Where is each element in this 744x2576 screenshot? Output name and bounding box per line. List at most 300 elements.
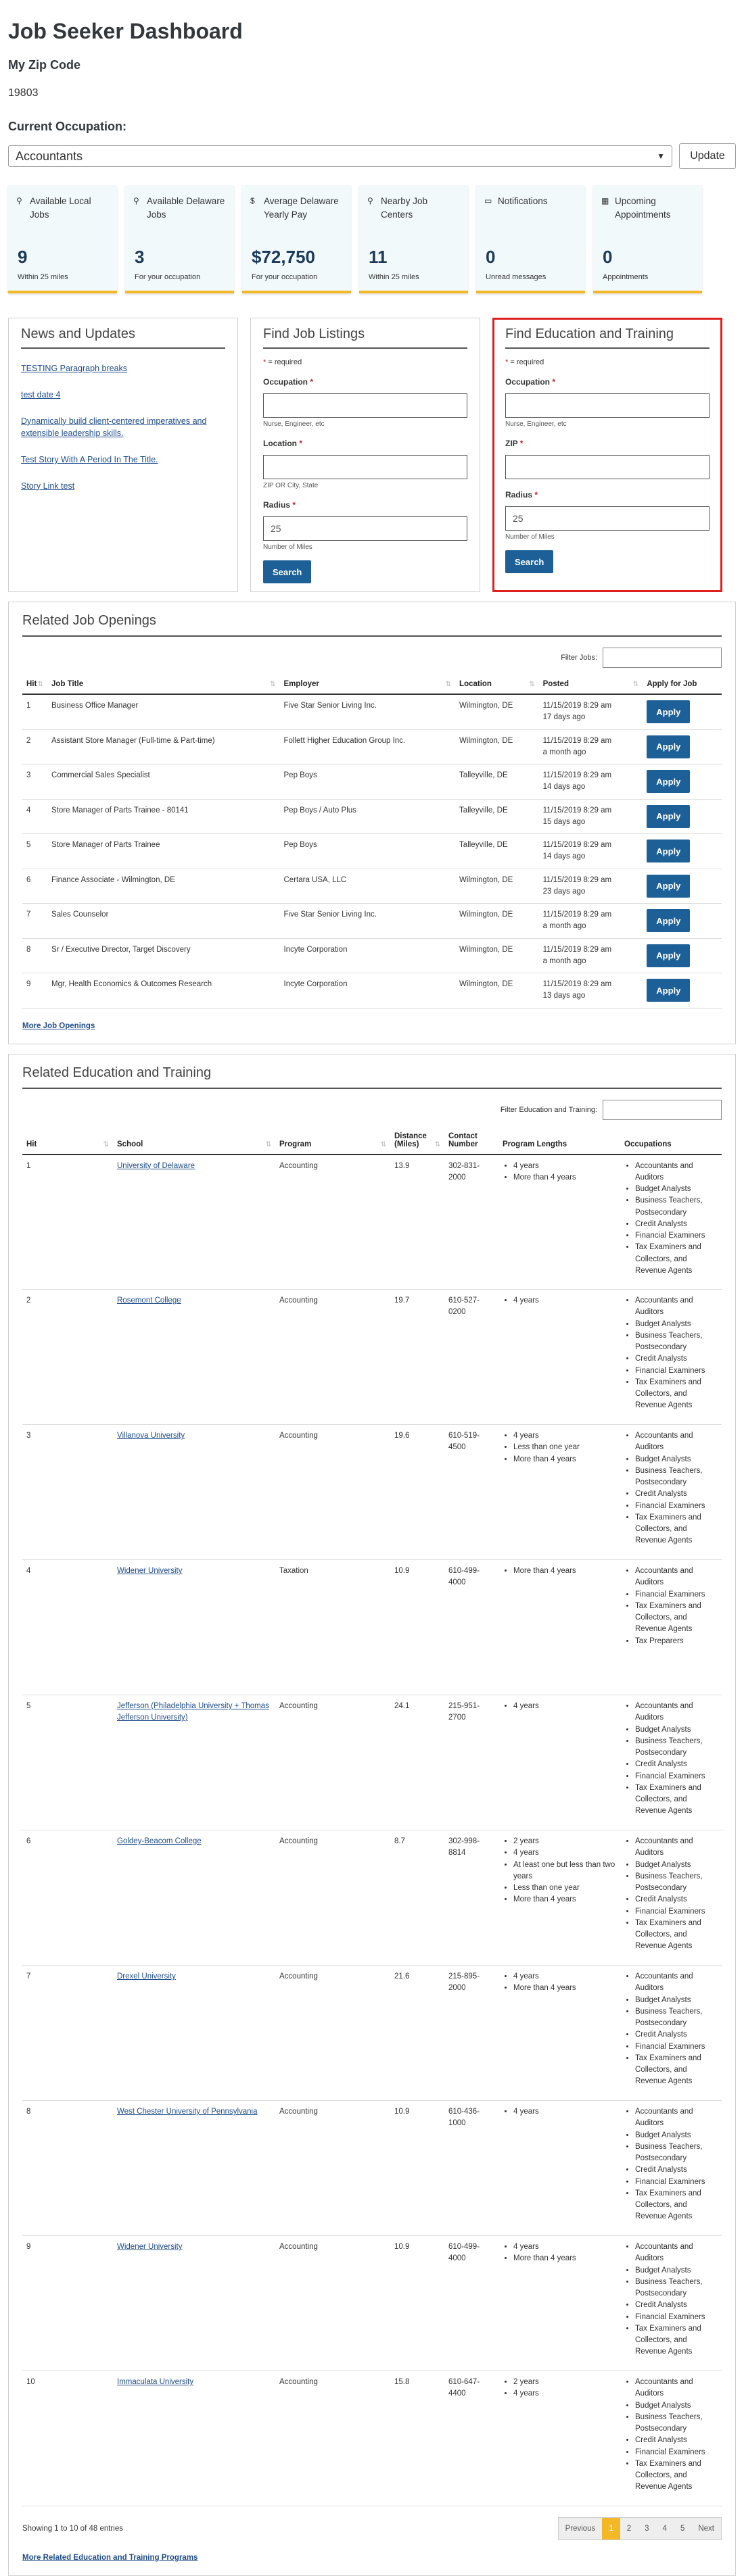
- list-item: • 4 years: [513, 1847, 616, 1859]
- occupations-cell: [620, 1966, 722, 2101]
- school-link[interactable]: Drexel University: [117, 1972, 176, 1980]
- posted-date: 11/15/2019 8:29 am: [543, 944, 639, 956]
- column-header-label: Hit: [26, 680, 37, 688]
- inbox-icon: ▭: [484, 195, 494, 208]
- news-link[interactable]: TESTING Paragraph breaks: [21, 364, 127, 373]
- list-item: • Business Teachers, Postsecondary: [635, 2141, 718, 2165]
- news-link[interactable]: Test Story With A Period In The Title.: [21, 455, 158, 464]
- list-item: • Financial Examiners: [635, 2312, 718, 2323]
- pagination-item[interactable]: 2: [620, 2518, 638, 2539]
- occupations-cell: [620, 1560, 722, 1695]
- occupation-selected-value: Accountants: [16, 149, 83, 164]
- column-header[interactable]: [643, 675, 722, 694]
- program-lengths-cell: [498, 1830, 620, 1966]
- posted-date: 11/15/2019 8:29 am: [543, 840, 639, 851]
- program-lengths-cell: [498, 1695, 620, 1830]
- summary-tile[interactable]: [242, 185, 351, 293]
- tile-title: Available Local Jobs: [30, 195, 109, 221]
- list-item: • Accountants and Auditors: [635, 1701, 718, 1724]
- job-location-label-text: Location: [263, 439, 297, 448]
- location-cell: Wilmington, DE: [455, 729, 539, 764]
- summary-tile[interactable]: [476, 185, 585, 293]
- tile-header: [250, 195, 343, 221]
- list-item: [21, 362, 225, 375]
- column-header-label: Occupations: [624, 1140, 672, 1148]
- required-note-text: = required: [268, 358, 302, 366]
- pagination: [558, 2517, 722, 2540]
- tile-value: 9: [18, 247, 27, 268]
- hit-cell: 1: [22, 694, 47, 729]
- table-header-row: [22, 675, 722, 694]
- list-item: • Budget Analysts: [635, 1724, 718, 1736]
- school-link[interactable]: Jefferson (Philadelphia University + Thomas Jefferson University): [117, 1702, 269, 1722]
- list-item: • Financial Examiners: [635, 1501, 718, 1512]
- education-filter-input[interactable]: [603, 1100, 722, 1120]
- hit-cell: 3: [22, 1425, 113, 1560]
- hit-cell: 9: [22, 973, 47, 1008]
- tile-title: Upcoming Appointments: [615, 195, 694, 221]
- program-cell: Accounting: [275, 1290, 390, 1425]
- list-item: • Financial Examiners: [635, 1365, 718, 1377]
- list-item: • Tax Examiners and Collectors, and Revenue Agents: [635, 2053, 718, 2088]
- required-note: [505, 358, 710, 366]
- pagination-item[interactable]: 5: [674, 2518, 691, 2539]
- job-title-cell: Mgr, Health Economics & Outcomes Research: [47, 973, 279, 1008]
- column-header-label: Posted: [543, 680, 569, 688]
- pagination-item[interactable]: Next: [691, 2518, 721, 2539]
- employer-cell: Pep Boys: [280, 834, 456, 869]
- posted-date: 11/15/2019 8:29 am: [543, 979, 639, 990]
- apply-cell: [643, 834, 722, 869]
- program-lengths-list: [503, 1971, 616, 1995]
- tile-header: [133, 195, 226, 221]
- search-icon: ⚲: [133, 195, 143, 221]
- column-header-label: Job Title: [51, 680, 83, 688]
- school-cell: [113, 1560, 275, 1695]
- program-cell: Accounting: [275, 2236, 390, 2371]
- program-cell: Accounting: [275, 2101, 390, 2236]
- list-item: • Accountants and Auditors: [635, 1430, 718, 1454]
- column-header[interactable]: [113, 1127, 275, 1155]
- find-education-panel: [492, 318, 722, 592]
- column-header[interactable]: [444, 1127, 498, 1155]
- apply-button[interactable]: Apply: [647, 735, 690, 758]
- apply-button[interactable]: Apply: [647, 770, 690, 793]
- summary-tile[interactable]: [593, 185, 702, 293]
- job-occupation-input[interactable]: [263, 393, 467, 418]
- list-item: • Tax Examiners and Collectors, and Revenue Agents: [635, 1512, 718, 1547]
- list-item: • Budget Analysts: [635, 2130, 718, 2141]
- column-header[interactable]: [620, 1127, 722, 1155]
- find-jobs-panel: [250, 318, 480, 592]
- required-star: *: [505, 358, 508, 366]
- apply-button[interactable]: Apply: [647, 909, 690, 932]
- school-cell: [113, 1695, 275, 1830]
- hit-cell: 5: [22, 1695, 113, 1830]
- table-row: [22, 729, 722, 764]
- apply-button[interactable]: Apply: [647, 805, 690, 828]
- list-item: [21, 389, 225, 402]
- table-row: [22, 869, 722, 904]
- list-item: • Budget Analysts: [635, 1995, 718, 2006]
- occupations-list: [624, 1161, 718, 1278]
- job-openings-body: [22, 694, 722, 1008]
- contact-cell: 215-951-2700: [444, 1695, 498, 1830]
- school-link[interactable]: Goldey-Beacom College: [117, 1837, 202, 1845]
- map-marker-icon: ⚲: [367, 195, 377, 221]
- zip-label: My Zip Code: [8, 58, 736, 72]
- list-item: • Financial Examiners: [635, 2041, 718, 2053]
- edu-radius-label-text: Radius: [505, 490, 532, 500]
- program-lengths-cell: [498, 1425, 620, 1560]
- posted-ago: 23 days ago: [543, 886, 639, 898]
- table-row: [22, 2236, 722, 2371]
- table-row: [22, 1966, 722, 2101]
- column-header[interactable]: [280, 675, 456, 694]
- posted-cell: [539, 869, 643, 904]
- hit-cell: 4: [22, 1560, 113, 1695]
- job-openings-title: Related Job Openings: [22, 613, 722, 637]
- pagination-item[interactable]: 1: [602, 2518, 620, 2539]
- school-link[interactable]: University of Delaware: [117, 1162, 195, 1170]
- table-row: [22, 1695, 722, 1830]
- apply-cell: [643, 799, 722, 834]
- news-link[interactable]: Dynamically build client-centered imperatives and extensible leadership skills.: [21, 416, 206, 439]
- tile-subtitle: Unread messages: [486, 273, 546, 281]
- column-header[interactable]: [498, 1127, 620, 1155]
- list-item: • Tax Examiners and Collectors, and Revenue Agents: [635, 2458, 718, 2494]
- tile-title: Available Delaware Jobs: [147, 195, 226, 221]
- education-body: [22, 1155, 722, 2506]
- program-lengths-list: [503, 2241, 616, 2265]
- program-cell: Accounting: [275, 1425, 390, 1560]
- distance-cell: 19.7: [390, 1290, 444, 1425]
- list-item: • Tax Examiners and Collectors, and Revenue Agents: [635, 1601, 718, 1636]
- pagination-item[interactable]: Previous: [559, 2518, 603, 2539]
- news-list: [21, 362, 225, 493]
- hit-cell: 6: [22, 1830, 113, 1966]
- more-job-openings-link[interactable]: More Job Openings: [22, 1022, 722, 1030]
- job-radius-input[interactable]: 25: [263, 516, 467, 541]
- news-link[interactable]: test date 4: [21, 390, 60, 399]
- edu-radius-input[interactable]: 25: [505, 506, 710, 531]
- list-item: • Credit Analysts: [635, 1488, 718, 1500]
- program-lengths-cell: [498, 1155, 620, 1290]
- job-openings-section: [8, 602, 736, 1044]
- list-item: • Financial Examiners: [635, 1230, 718, 1242]
- list-item: • Business Teachers, Postsecondary: [635, 2412, 718, 2435]
- contact-cell: 302-998-8814: [444, 1830, 498, 1966]
- contact-cell: 610-499-4000: [444, 2236, 498, 2371]
- table-row: [22, 1560, 722, 1695]
- job-filter-input[interactable]: [603, 648, 722, 668]
- distance-cell: 19.6: [390, 1425, 444, 1560]
- sort-icon: ⇅: [266, 1141, 271, 1148]
- more-education-link[interactable]: More Related Education and Training Programs: [22, 2554, 722, 2562]
- list-item: • More than 4 years: [513, 2253, 616, 2264]
- list-item: • Tax Examiners and Collectors, and Revenue Agents: [635, 2323, 718, 2358]
- apply-cell: [643, 904, 722, 939]
- column-header[interactable]: [47, 675, 279, 694]
- list-item: • Accountants and Auditors: [635, 1836, 718, 1860]
- list-item: • Business Teachers, Postsecondary: [635, 2006, 718, 2030]
- location-cell: Wilmington, DE: [455, 938, 539, 973]
- hit-cell: 2: [22, 1290, 113, 1425]
- job-title-cell: Store Manager of Parts Trainee - 80141: [47, 799, 279, 834]
- job-location-input[interactable]: [263, 455, 467, 479]
- list-item: • Accountants and Auditors: [635, 1295, 718, 1319]
- contact-cell: 610-527-0200: [444, 1290, 498, 1425]
- column-header[interactable]: [22, 1127, 113, 1155]
- occupations-list: [624, 1295, 718, 1412]
- chevron-down-icon: ▼: [657, 151, 665, 161]
- job-title-cell: Finance Associate - Wilmington, DE: [47, 869, 279, 904]
- occupations-cell: [620, 2101, 722, 2236]
- calendar-icon: ▦: [601, 195, 611, 221]
- pagination-item[interactable]: 4: [656, 2518, 674, 2539]
- sort-icon: ⇅: [103, 1141, 109, 1148]
- list-item: • 4 years: [513, 2241, 616, 2253]
- apply-button[interactable]: Apply: [647, 700, 690, 723]
- column-header-label: Apply for Job: [647, 680, 697, 688]
- table-header-row: [22, 1127, 722, 1155]
- list-item: • Credit Analysts: [635, 2029, 718, 2041]
- list-item: • Tax Examiners and Collectors, and Revenue Agents: [635, 1782, 718, 1818]
- column-header-label: Distance (Miles): [394, 1132, 427, 1148]
- required-star: *: [263, 358, 266, 366]
- job-title-cell: Sales Counselor: [47, 904, 279, 939]
- job-filter-row: [22, 648, 722, 668]
- job-title-cell: Assistant Store Manager (Full-time & Part-time): [47, 729, 279, 764]
- school-link[interactable]: Villanova University: [117, 1432, 185, 1440]
- posted-date: 11/15/2019 8:29 am: [543, 805, 639, 817]
- list-item: • Credit Analysts: [635, 2435, 718, 2446]
- occupations-list: [624, 2106, 718, 2223]
- list-item: • Business Teachers, Postsecondary: [635, 1195, 718, 1219]
- summary-tile[interactable]: [125, 185, 234, 293]
- distance-cell: 24.1: [390, 1695, 444, 1830]
- list-item: • Business Teachers, Postsecondary: [635, 1871, 718, 1895]
- required-note: [263, 358, 467, 366]
- list-item: • Business Teachers, Postsecondary: [635, 1330, 718, 1354]
- occupation-row: [8, 143, 736, 169]
- program-lengths-cell: [498, 2236, 620, 2371]
- apply-cell: [643, 938, 722, 973]
- program-cell: Accounting: [275, 1830, 390, 1966]
- tile-value: 0: [603, 247, 612, 268]
- list-item: • Financial Examiners: [635, 2177, 718, 2188]
- tile-header: [16, 195, 109, 221]
- list-item: • More than 4 years: [513, 1172, 616, 1184]
- school-link[interactable]: Widener University: [117, 2243, 183, 2251]
- search-icon: ⚲: [16, 195, 26, 221]
- school-link[interactable]: Rosemont College: [117, 1296, 181, 1305]
- program-cell: Accounting: [275, 1695, 390, 1830]
- table-row: [22, 904, 722, 939]
- posted-ago: 14 days ago: [543, 851, 639, 862]
- posted-date: 11/15/2019 8:29 am: [543, 700, 639, 712]
- column-header[interactable]: [275, 1127, 390, 1155]
- list-item: • 4 years: [513, 2388, 616, 2400]
- occupation-select[interactable]: [8, 145, 672, 167]
- table-row: [22, 834, 722, 869]
- apply-button[interactable]: Apply: [647, 979, 690, 1002]
- column-header[interactable]: [22, 675, 47, 694]
- occupations-cell: [620, 2236, 722, 2371]
- sort-icon: ⇅: [381, 1141, 386, 1148]
- list-item: [21, 415, 225, 441]
- news-link[interactable]: Story Link test: [21, 481, 74, 491]
- job-title-cell: Business Office Manager: [47, 694, 279, 729]
- occupations-cell: [620, 1695, 722, 1830]
- list-item: • Budget Analysts: [635, 2400, 718, 2412]
- school-cell: [113, 1425, 275, 1560]
- occupations-cell: [620, 1290, 722, 1425]
- occupations-list: [624, 2377, 718, 2494]
- posted-ago: 17 days ago: [543, 712, 639, 723]
- posted-date: 11/15/2019 8:29 am: [543, 735, 639, 747]
- list-item: • Tax Preparers: [635, 1636, 718, 1647]
- distance-cell: 10.9: [390, 1560, 444, 1695]
- program-lengths-list: [503, 1565, 616, 1577]
- news-panel: [8, 318, 238, 592]
- update-button[interactable]: Update: [679, 143, 736, 169]
- pagination-item[interactable]: 3: [638, 2518, 655, 2539]
- table-row: [22, 2371, 722, 2506]
- school-cell: [113, 1290, 275, 1425]
- column-header-label: Program: [279, 1140, 311, 1148]
- table-row: [22, 938, 722, 973]
- education-section: [8, 1054, 736, 2576]
- school-link[interactable]: Widener University: [117, 1567, 183, 1575]
- list-item: • Financial Examiners: [635, 1771, 718, 1782]
- edu-occupation-label: [505, 377, 710, 387]
- summary-tile[interactable]: [8, 185, 117, 293]
- news-title: News and Updates: [21, 326, 225, 349]
- posted-cell: [539, 694, 643, 729]
- edu-occupation-label-text: Occupation: [505, 377, 550, 387]
- occupations-list: [624, 1701, 718, 1818]
- list-item: • Financial Examiners: [635, 1906, 718, 1918]
- contact-cell: 610-519-4500: [444, 1425, 498, 1560]
- tile-title: Average Delaware Yearly Pay: [264, 195, 343, 221]
- hit-cell: 7: [22, 1966, 113, 2101]
- edu-zip-input[interactable]: [505, 455, 710, 479]
- edu-occupation-input[interactable]: [505, 393, 710, 418]
- table-row: [22, 1155, 722, 1290]
- required-star: *: [310, 377, 313, 387]
- occupations-list: [624, 2241, 718, 2358]
- list-item: • Business Teachers, Postsecondary: [635, 1736, 718, 1759]
- posted-date: 11/15/2019 8:29 am: [543, 875, 639, 886]
- tile-subtitle: Appointments: [603, 273, 648, 281]
- summary-tile[interactable]: [359, 185, 468, 293]
- contact-cell: 215-895-2000: [444, 1966, 498, 2101]
- posted-date: 11/15/2019 8:29 am: [543, 909, 639, 921]
- find-education-title: Find Education and Training: [505, 326, 710, 349]
- column-header-label: Program Lengths: [503, 1140, 567, 1148]
- hit-cell: 1: [22, 1155, 113, 1290]
- table-row: [22, 973, 722, 1008]
- tile-subtitle: Within 25 miles: [369, 273, 419, 281]
- school-cell: [113, 1155, 275, 1290]
- job-title-cell: Store Manager of Parts Trainee: [47, 834, 279, 869]
- job-openings-table: [22, 675, 722, 1008]
- apply-button[interactable]: Apply: [647, 840, 690, 862]
- list-item: • 4 years: [513, 2106, 616, 2118]
- list-item: • Credit Analysts: [635, 2164, 718, 2176]
- column-header[interactable]: [539, 675, 643, 694]
- list-item: • Budget Analysts: [635, 2265, 718, 2277]
- job-title-cell: Commercial Sales Specialist: [47, 764, 279, 800]
- list-item: • Tax Examiners and Collectors, and Revenue Agents: [635, 1242, 718, 1277]
- program-lengths-cell: [498, 2101, 620, 2236]
- column-header[interactable]: [390, 1127, 444, 1155]
- occupations-cell: [620, 1155, 722, 1290]
- list-item: • Tax Examiners and Collectors, and Revenue Agents: [635, 1377, 718, 1412]
- distance-cell: 10.9: [390, 2101, 444, 2236]
- list-item: • Budget Analysts: [635, 1319, 718, 1330]
- apply-cell: [643, 764, 722, 800]
- table-row: [22, 1425, 722, 1560]
- school-link[interactable]: West Chester University of Pennsylvania: [117, 2108, 258, 2116]
- list-item: • 4 years: [513, 1701, 616, 1712]
- location-cell: Wilmington, DE: [455, 869, 539, 904]
- program-lengths-list: [503, 2106, 616, 2118]
- edu-search-button[interactable]: Search: [505, 550, 553, 573]
- program-cell: Accounting: [275, 2371, 390, 2506]
- hit-cell: 3: [22, 764, 47, 800]
- program-lengths-list: [503, 1701, 616, 1712]
- column-header[interactable]: [455, 675, 539, 694]
- required-star: *: [534, 490, 538, 500]
- apply-cell: [643, 694, 722, 729]
- hit-cell: 7: [22, 904, 47, 939]
- job-location-label: [263, 439, 467, 448]
- contact-cell: 610-436-1000: [444, 2101, 498, 2236]
- job-title-cell: Sr / Executive Director, Target Discovery: [47, 938, 279, 973]
- employer-cell: Five Star Senior Living Inc.: [280, 694, 456, 729]
- posted-ago: 15 days ago: [543, 817, 639, 828]
- job-radius-label-text: Radius: [263, 500, 290, 510]
- pagination-row: [22, 2517, 722, 2540]
- tile-subtitle: Within 25 miles: [18, 273, 68, 281]
- list-item: • Credit Analysts: [635, 1894, 718, 1905]
- list-item: • Budget Analysts: [635, 1860, 718, 1871]
- sort-icon: ⇅: [446, 681, 451, 688]
- list-item: • Accountants and Auditors: [635, 2241, 718, 2265]
- sort-icon: ⇅: [38, 681, 43, 688]
- hit-cell: 5: [22, 834, 47, 869]
- school-cell: [113, 1966, 275, 2101]
- location-cell: Talleyville, DE: [455, 764, 539, 800]
- tile-value: 3: [135, 247, 144, 268]
- table-row: [22, 1830, 722, 1966]
- list-item: • Budget Analysts: [635, 1454, 718, 1465]
- occupations-cell: [620, 1830, 722, 1966]
- column-header-label: Contact Number: [448, 1132, 478, 1148]
- apply-button[interactable]: Apply: [647, 944, 690, 967]
- distance-cell: 8.7: [390, 1830, 444, 1966]
- job-occupation-hint: Nurse, Engineer, etc: [263, 420, 467, 428]
- tile-header: [601, 195, 694, 221]
- posted-cell: [539, 904, 643, 939]
- school-link[interactable]: Immaculata University: [117, 2378, 193, 2386]
- location-cell: Wilmington, DE: [455, 694, 539, 729]
- program-lengths-list: [503, 2377, 616, 2400]
- job-search-button[interactable]: Search: [263, 560, 311, 583]
- apply-button[interactable]: Apply: [647, 875, 690, 898]
